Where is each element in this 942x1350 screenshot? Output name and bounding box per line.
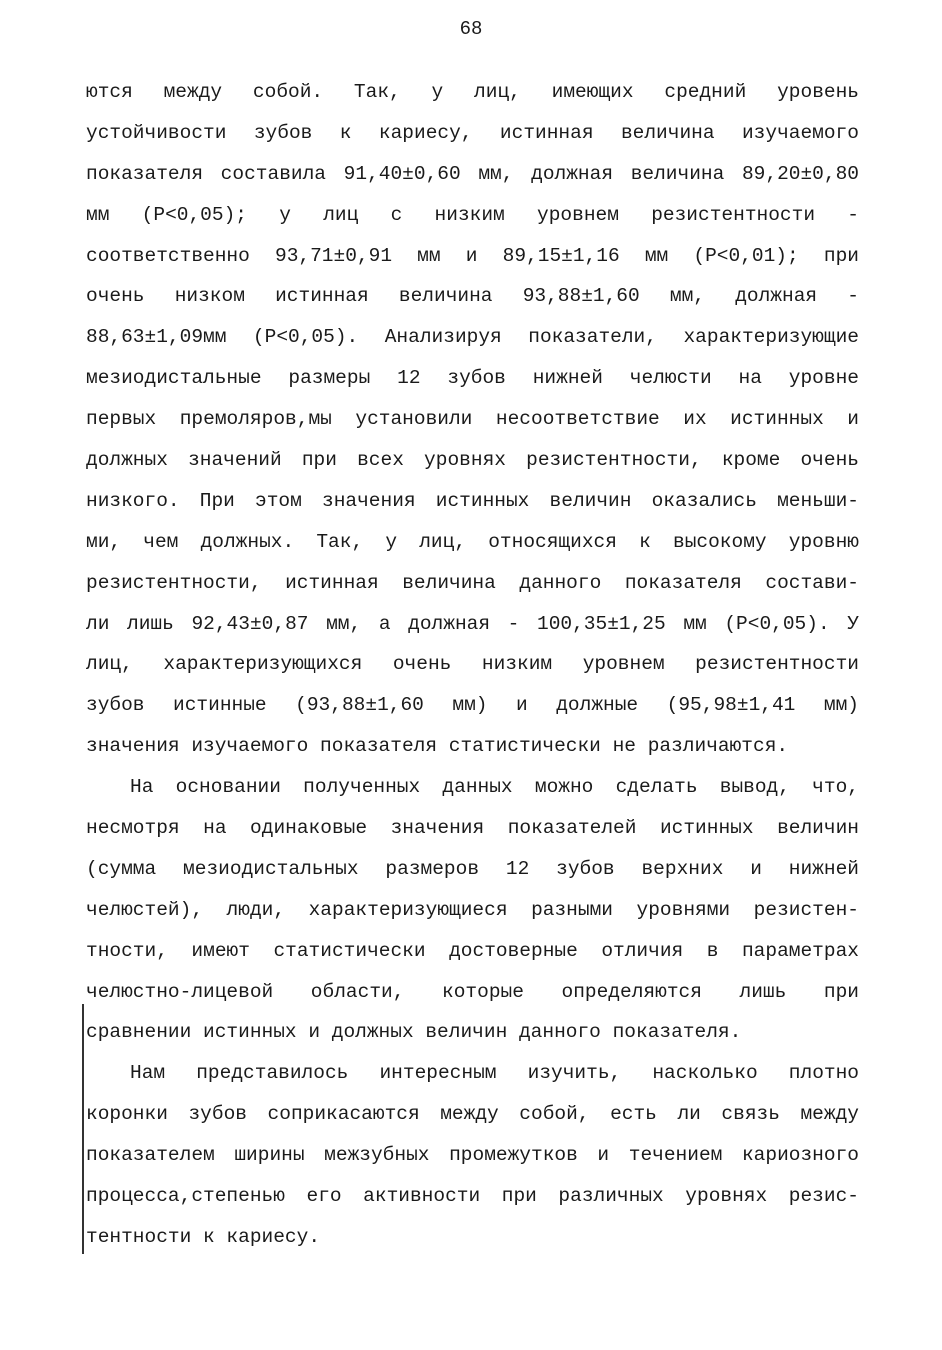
document-body (86, 72, 859, 1258)
text-line: лиц, характеризующихся очень низким уровнем резистентности (86, 653, 859, 676)
text-line: несмотря на одинаковые значения показателей истинных величин (86, 817, 859, 840)
text-line: 88,63±1,09мм (Р<0,05). Анализируя показатели, характеризующие (86, 326, 859, 349)
text-line: очень низком истинная величина 93,88±1,60 мм, должная - (86, 285, 859, 308)
margin-scan-line (82, 1004, 84, 1254)
text-line: ются между собой. Так, у лиц, имеющих средний уровень (86, 81, 859, 103)
text-line: ли лишь 92,43±0,87 мм, а должная - 100,35±1,25 мм (Р<0,05). У (86, 612, 859, 635)
text-line: показателя составила 91,40±0,60 мм, должная величина 89,20±0,80 (86, 162, 859, 185)
text-line: тности, имеют статистически достоверные отличия в параметрах (86, 939, 859, 962)
text-line: мезиодистальные размеры 12 зубов нижней челюсти на уровне (86, 367, 859, 390)
text-line: челюстно-лицевой области, которые определяются лишь при (86, 980, 859, 1003)
text-line: должных значений при всех уровнях резистентности, кроме очень (86, 449, 859, 472)
paragraph-2 (86, 767, 859, 1053)
text-line: значения изучаемого показателя статистически не различаются. (86, 735, 789, 758)
text-line: устойчивости зубов к кариесу, истинная величина изучаемого (86, 121, 859, 144)
text-line: показателем ширины межзубных промежутков и течением кариозного (86, 1144, 859, 1167)
text-line: (сумма мезиодистальных размеров 12 зубов верхних и нижней (86, 857, 859, 880)
paragraph-1 (86, 72, 859, 767)
text-line: первых премоляров,мы установили несоответствие их истинных и (86, 408, 859, 431)
text-line: низкого. При этом значения истинных величин оказались меньши- (86, 489, 859, 512)
text-line: челюстей), люди, характеризующиеся разными уровнями резистен- (86, 898, 859, 921)
text-line: мм (Р<0,05); у лиц с низким уровнем резистентности - (86, 203, 859, 226)
text-line: соответственно 93,71±0,91 мм и 89,15±1,16 мм (Р<0,01); при (86, 244, 859, 267)
text-line: сравнении истинных и должных величин данного показателя. (86, 1021, 742, 1044)
text-line: тентности к кариесу. (86, 1225, 321, 1248)
text-line: коронки зубов соприкасаются между собой, есть ли связь между (86, 1103, 859, 1126)
text-line: ми, чем должных. Так, у лиц, относящихся к высокому уровню (86, 530, 859, 553)
text-line: Нам представилось интересным изучить, насколько плотно (130, 1062, 859, 1085)
text-line: процесса,степенью его активности при различных уровнях резис- (86, 1185, 859, 1208)
text-line: На основании полученных данных можно сделать вывод, что, (130, 776, 859, 799)
text-line: зубов истинные (93,88±1,60 мм) и должные (95,98±1,41 мм) (86, 694, 859, 717)
paragraph-3 (86, 1053, 859, 1257)
text-line: резистентности, истинная величина данного показателя состави- (86, 571, 859, 594)
page-number: 68 (459, 18, 483, 40)
